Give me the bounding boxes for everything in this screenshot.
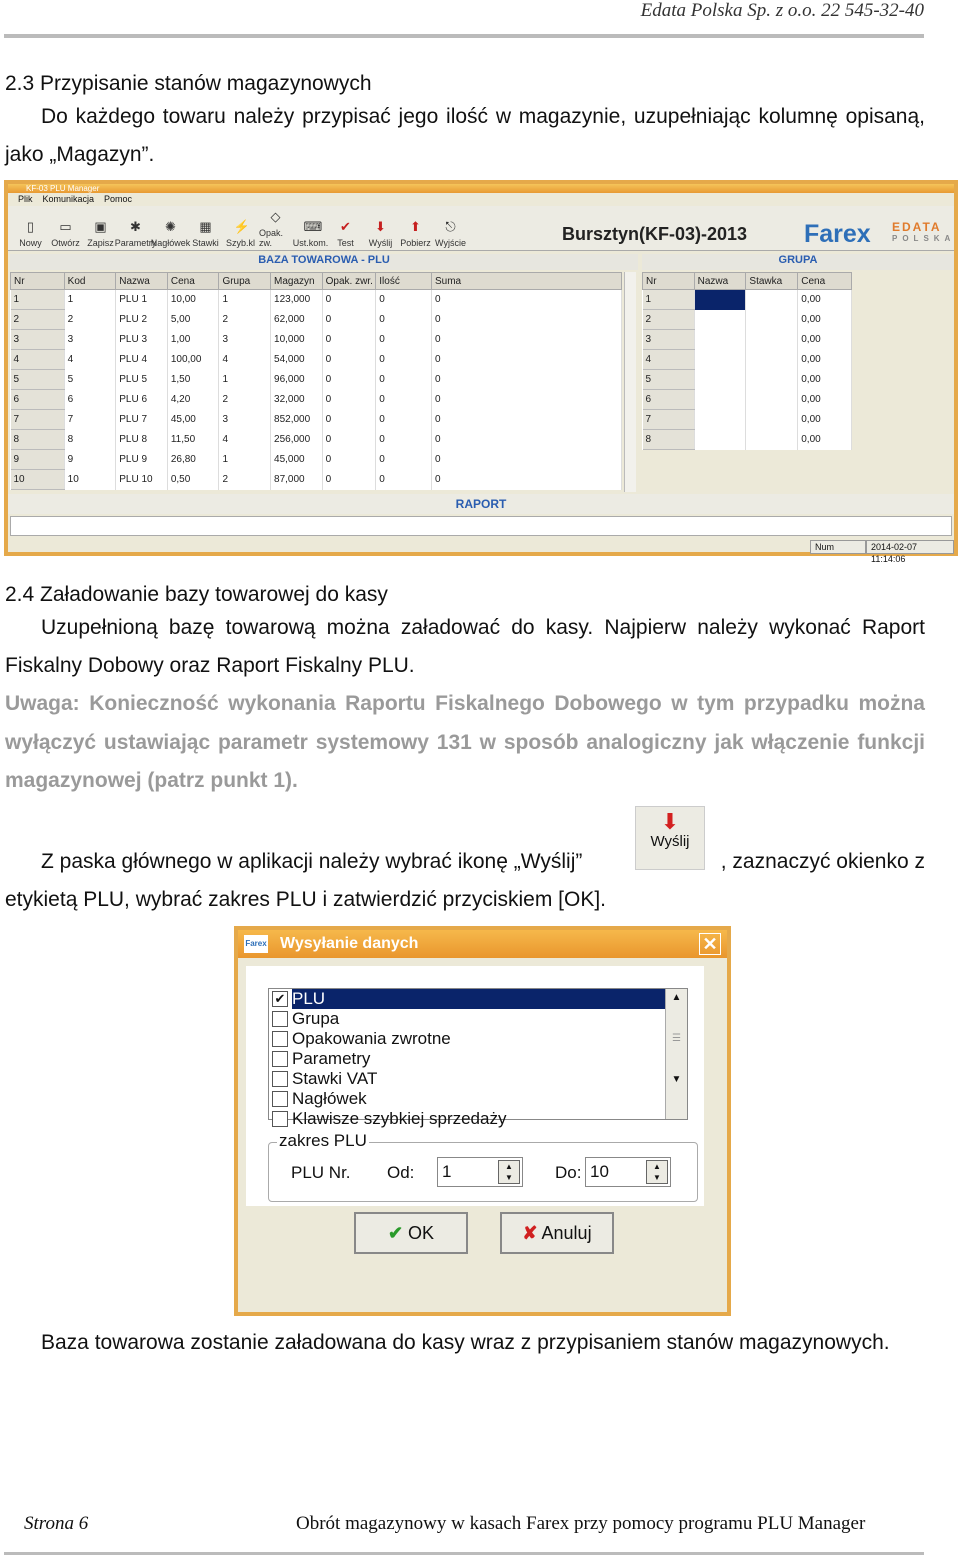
section-body-2-3: Do każdego towaru należy przypisać jego ilość w magazynie, uzupełniając kolumnę opisaną, jako „Magazyn”.	[5, 105, 925, 166]
table-cell[interactable]: 0,00	[798, 290, 852, 310]
table-cell[interactable]: 0	[322, 290, 376, 310]
table-cell[interactable]: 96,000	[271, 370, 323, 390]
table-cell[interactable]: 0	[322, 390, 376, 410]
table-row[interactable]	[643, 350, 852, 370]
toolbar-button-label: Szyb.kl	[225, 238, 255, 248]
spinner-arrows-icon[interactable]: ▲ ▼	[498, 1160, 520, 1184]
table-row[interactable]	[643, 290, 852, 310]
table-cell[interactable]: 6	[643, 390, 695, 410]
table-cell[interactable]: 0,00	[798, 410, 852, 430]
table-cell[interactable]: 123,000	[271, 290, 323, 310]
note-uwaga: Uwaga: Konieczność wykonania Raportu Fiskalnego Dobowego w tym przypadku można wyłączyć ustawiając parametr systemowy 131 w sposób analogiczny jak włączenie funkcji magazynowej (patrz punkt 1).	[5, 692, 925, 792]
wyslij-icon-image	[635, 806, 705, 870]
table-cell[interactable]: 3	[64, 330, 116, 350]
table-cell[interactable]: 5	[64, 370, 116, 390]
parameters-icon: ✱	[130, 219, 141, 234]
table-cell[interactable]: 0	[376, 470, 432, 490]
table-cell[interactable]: 0	[432, 470, 622, 490]
table-cell[interactable]: 0	[432, 410, 622, 430]
table-cell[interactable]: 5,00	[167, 310, 219, 330]
list-item-label: Opakowania zwrotne	[292, 1029, 451, 1048]
table-cell[interactable]: 0	[322, 470, 376, 490]
list-item[interactable]	[269, 989, 687, 1009]
toolbar-button[interactable]	[434, 208, 467, 250]
exit-icon: ⎋	[445, 219, 456, 234]
baza-towarowa-title: BAZA TOWAROWA - PLU	[10, 254, 638, 270]
toolbar-button-label: Test	[337, 238, 354, 248]
group-table	[642, 272, 852, 450]
table-cell[interactable]: 0,00	[798, 330, 852, 350]
table-cell[interactable]: PLU 9	[116, 450, 168, 470]
table-cell[interactable]: 0	[322, 450, 376, 470]
table-cell[interactable]: 0	[376, 290, 432, 310]
table-cell[interactable]: 1	[219, 450, 271, 470]
rates-icon: ▦	[199, 219, 212, 234]
app-titlebar: KF-03 PLU Manager	[8, 184, 954, 193]
packaging-icon: ◇	[270, 209, 281, 224]
table-row[interactable]	[11, 350, 622, 370]
open-folder-icon: ▭	[59, 219, 72, 234]
menu-item[interactable]: Komunikacja	[42, 194, 95, 204]
app-menubar	[8, 193, 954, 206]
table-cell[interactable]	[746, 290, 798, 310]
table-cell[interactable]: 852,000	[271, 410, 323, 430]
toolbar-button-label: Stawki	[192, 238, 219, 248]
checkmark-icon: ✔	[387, 1223, 404, 1243]
header-icon: ✺	[165, 219, 176, 234]
table-cell[interactable]: 2	[64, 310, 116, 330]
list-item[interactable]	[269, 1109, 687, 1129]
table-cell[interactable]	[694, 430, 746, 450]
table-row[interactable]	[11, 370, 622, 390]
column-header[interactable]: Grupa	[219, 273, 271, 290]
table-cell[interactable]: 9	[64, 450, 116, 470]
table-cell[interactable]: 0	[322, 410, 376, 430]
column-header[interactable]: Kod	[64, 273, 116, 290]
table-cell[interactable]: PLU 5	[116, 370, 168, 390]
table-cell[interactable]: 4	[64, 350, 116, 370]
toolbar-button[interactable]	[14, 208, 47, 250]
ok-button[interactable]	[354, 1212, 468, 1254]
table-row[interactable]	[643, 410, 852, 430]
table-cell[interactable]: 2	[219, 310, 271, 330]
table-cell[interactable]: PLU 3	[116, 330, 168, 350]
table-cell[interactable]: 1,00	[167, 330, 219, 350]
table-cell[interactable]: 32,000	[271, 390, 323, 410]
checkbox[interactable]: ✔	[272, 991, 288, 1007]
table-row[interactable]	[11, 390, 622, 410]
list-item-label: Klawisze szybkiej sprzedaży	[292, 1109, 507, 1128]
header-rule	[4, 34, 924, 38]
footer-page: Strona 6	[24, 1513, 89, 1534]
toolbar-button[interactable]	[259, 208, 292, 250]
send-arrow-icon: ⬇	[660, 809, 680, 834]
list-item[interactable]	[269, 1089, 687, 1109]
header-row	[643, 273, 852, 290]
table-cell[interactable]: 0	[376, 410, 432, 430]
table-cell[interactable]: 2	[219, 470, 271, 490]
table-cell[interactable]: 0	[322, 430, 376, 450]
device-title: Bursztyn(KF-03)-2013	[562, 224, 748, 244]
table-cell[interactable]: 45,00	[167, 410, 219, 430]
list-item[interactable]	[269, 1049, 687, 1069]
table-cell[interactable]: 5	[11, 370, 65, 390]
table-cell[interactable]: 3	[219, 330, 271, 350]
list-item-label: Stawki VAT	[292, 1069, 378, 1088]
toolbar-button[interactable]	[294, 208, 327, 250]
toolbar-button[interactable]	[329, 208, 362, 250]
dialog-logo: Farex	[244, 935, 268, 953]
table-cell[interactable]: 100,00	[167, 350, 219, 370]
od-label: Od:	[387, 1163, 415, 1182]
table-row[interactable]	[643, 330, 852, 350]
table-cell[interactable]: 3	[11, 330, 65, 350]
column-header[interactable]: Nr	[643, 273, 695, 290]
table-cell[interactable]: 0	[432, 390, 622, 410]
plu-table	[10, 272, 622, 490]
table-cell[interactable]: 4	[643, 350, 695, 370]
dialog-titlebar	[238, 930, 727, 958]
footer-title: Obrót magazynowy w kasach Farex przy pomocy programu PLU Manager	[296, 1513, 866, 1534]
dialog-body	[246, 966, 704, 1206]
table-cell[interactable]: 11,50	[167, 430, 219, 450]
scroll-down-icon[interactable]: ▼	[671, 1074, 682, 1085]
checkbox[interactable]	[272, 1051, 288, 1067]
table-cell[interactable]: 10	[11, 470, 65, 490]
list-item[interactable]	[269, 1029, 687, 1049]
toolbar-button[interactable]	[399, 208, 432, 250]
table-cell[interactable]: 6	[11, 390, 65, 410]
table-cell[interactable]: 7	[11, 410, 65, 430]
table-cell[interactable]: 0	[322, 330, 376, 350]
spinner-arrows-icon[interactable]: ▲ ▼	[646, 1160, 668, 1184]
status-datetime: 2014-02-07 11:14:06	[866, 540, 954, 554]
list-item[interactable]	[269, 1069, 687, 1089]
table-cell[interactable]: 1	[64, 290, 116, 310]
table-cell[interactable]: 8	[643, 430, 695, 450]
hotkeys-icon: ⚡	[233, 219, 250, 234]
raport-area	[10, 516, 952, 536]
table-cell[interactable]: PLU 10	[116, 470, 168, 490]
column-header[interactable]: Opak. zwr.	[322, 273, 376, 290]
column-header[interactable]: Magazyn	[271, 273, 323, 290]
table-row[interactable]	[11, 470, 622, 490]
toolbar-button-label: Wyślij	[368, 238, 393, 248]
table-cell[interactable]: PLU 4	[116, 350, 168, 370]
table-cell[interactable]: 0	[322, 310, 376, 330]
close-icon[interactable]: ✕	[699, 933, 721, 955]
column-header[interactable]: Nazwa	[116, 273, 168, 290]
table-cell[interactable]: 4	[11, 350, 65, 370]
section-title-2-3: 2.3 Przypisanie stanów magazynowych	[5, 72, 372, 95]
column-header[interactable]: Cena	[798, 273, 852, 290]
column-header[interactable]: Nr	[11, 273, 65, 290]
table-cell[interactable]: 0	[432, 330, 622, 350]
ok-label: OK	[408, 1223, 435, 1243]
table-cell[interactable]: 26,80	[167, 450, 219, 470]
od-spinner[interactable]	[437, 1157, 523, 1187]
table-cell[interactable]	[746, 350, 798, 370]
toolbar-button[interactable]	[189, 208, 222, 250]
toolbar-button-label: Pobierz	[400, 238, 431, 248]
column-header[interactable]: Ilość	[376, 273, 432, 290]
table-cell[interactable]: 1	[11, 290, 65, 310]
table-cell[interactable]: 0,00	[798, 350, 852, 370]
section-title-2-4: 2.4 Załadowanie bazy towarowej do kasy	[5, 583, 388, 606]
table-cell[interactable]	[694, 370, 746, 390]
instruction-line-1: Z paska głównego w aplikacji należy wybrać ikonę „Wyślij”	[41, 850, 583, 873]
footer-rule	[4, 1552, 924, 1555]
plu-table-scrollbar[interactable]	[624, 272, 636, 492]
table-cell[interactable]: PLU 1	[116, 290, 168, 310]
column-header[interactable]: Suma	[432, 273, 622, 290]
table-cell[interactable]: 7	[643, 410, 695, 430]
table-cell[interactable]: 1	[219, 290, 271, 310]
table-cell[interactable]: 87,000	[271, 470, 323, 490]
plu-manager-window	[4, 180, 958, 564]
polska-logo-text: POLSKA	[892, 234, 956, 243]
table-cell[interactable]: 45,000	[271, 450, 323, 470]
menu-item[interactable]: Pomoc	[104, 194, 133, 204]
table-cell[interactable]: 0	[432, 350, 622, 370]
table-row[interactable]	[11, 290, 622, 310]
table-cell[interactable]: 0	[376, 390, 432, 410]
list-item[interactable]	[269, 1009, 687, 1029]
table-cell[interactable]: PLU 2	[116, 310, 168, 330]
cancel-label: Anuluj	[541, 1223, 592, 1243]
checkbox[interactable]	[272, 1111, 288, 1127]
header-row	[11, 273, 622, 290]
table-row[interactable]	[11, 430, 622, 450]
save-icon: ▣	[94, 219, 107, 234]
table-cell[interactable]: 0	[376, 350, 432, 370]
farex-logo: Farex	[804, 220, 871, 248]
edata-logo	[892, 220, 955, 243]
table-cell[interactable]: 4	[219, 430, 271, 450]
table-cell[interactable]: 0	[432, 290, 622, 310]
table-cell[interactable]: 0,50	[167, 470, 219, 490]
toolbar-button-label: Nagłówek	[150, 238, 191, 248]
table-cell[interactable]	[694, 410, 746, 430]
table-cell[interactable]: 0	[322, 350, 376, 370]
column-header[interactable]: Nazwa	[694, 273, 746, 290]
edata-logo-text: EDATA	[892, 220, 942, 234]
checkbox[interactable]	[272, 1011, 288, 1027]
table-cell[interactable]: 0,00	[798, 370, 852, 390]
table-row[interactable]	[11, 450, 622, 470]
column-header[interactable]: Stawka	[746, 273, 798, 290]
table-cell[interactable]: 62,000	[271, 310, 323, 330]
table-cell[interactable]: 2	[11, 310, 65, 330]
table-cell[interactable]: 10,000	[271, 330, 323, 350]
table-cell[interactable]: 0,00	[798, 390, 852, 410]
list-scrollbar[interactable]	[665, 989, 687, 1119]
table-row[interactable]	[643, 310, 852, 330]
toolbar-button[interactable]	[114, 208, 157, 250]
toolbar-button[interactable]	[364, 208, 397, 250]
list-item-label: PLU	[292, 989, 687, 1009]
do-label: Do:	[555, 1163, 582, 1182]
table-cell[interactable]	[746, 310, 798, 330]
table-cell[interactable]: 8	[64, 430, 116, 450]
table-row[interactable]	[11, 410, 622, 430]
table-cell[interactable]	[694, 330, 746, 350]
table-cell[interactable]: 256,000	[271, 430, 323, 450]
toolbar-button-label: Otwórz	[51, 238, 80, 248]
plu-nr-label: PLU Nr.	[291, 1163, 351, 1182]
data-type-list	[268, 988, 688, 1128]
do-value[interactable]: 10	[590, 1162, 609, 1181]
table-cell[interactable]: 0	[376, 330, 432, 350]
table-cell[interactable]	[746, 390, 798, 410]
toolbar-button[interactable]	[224, 208, 257, 250]
table-cell[interactable]: 0	[322, 370, 376, 390]
do-spinner[interactable]	[585, 1157, 671, 1187]
toolbar-button-label: Wyjście	[435, 238, 466, 248]
table-cell[interactable]: 0	[376, 370, 432, 390]
table-cell[interactable]: 5	[643, 370, 695, 390]
table-cell[interactable]: 0	[376, 310, 432, 330]
grupa-title: GRUPA	[642, 254, 954, 270]
wyslij-icon-label: Wyślij	[650, 833, 690, 850]
toolbar-button-label: Opak. zw.	[259, 228, 284, 248]
table-cell[interactable]: 0	[432, 310, 622, 330]
table-cell[interactable]: 1,50	[167, 370, 219, 390]
cross-icon: ✘	[522, 1223, 538, 1243]
closing-paragraph: Baza towarowa zostanie załadowana do kasy wraz z przypisaniem stanów magazynowych.	[41, 1331, 890, 1354]
table-cell[interactable]: 4,20	[167, 390, 219, 410]
table-cell[interactable]: 3	[219, 410, 271, 430]
table-cell[interactable]	[694, 290, 746, 310]
plu-range-group	[268, 1131, 698, 1202]
table-cell[interactable]: 9	[11, 450, 65, 470]
toolbar-button[interactable]	[49, 208, 82, 250]
table-cell[interactable]: 6	[64, 390, 116, 410]
toolbar-button-label: Nowy	[19, 238, 42, 248]
toolbar-button[interactable]	[150, 208, 191, 250]
table-cell[interactable]: 0	[376, 450, 432, 470]
table-cell[interactable]: PLU 6	[116, 390, 168, 410]
table-row[interactable]	[643, 370, 852, 390]
table-cell[interactable]: PLU 8	[116, 430, 168, 450]
toolbar-button-label: Parametry	[114, 238, 157, 248]
comm-settings-icon: ⌨	[303, 219, 323, 234]
instruction-line-2: etykietą PLU, wybrać zakres PLU i zatwierdzić przyciskiem [OK].	[5, 888, 607, 911]
table-cell[interactable]: 2	[219, 390, 271, 410]
table-cell[interactable]: 0	[376, 430, 432, 450]
table-cell[interactable]: 54,000	[271, 350, 323, 370]
table-cell[interactable]	[746, 410, 798, 430]
toolbar-button[interactable]	[84, 208, 117, 250]
menu-item[interactable]: Plik	[18, 194, 33, 204]
table-cell[interactable]	[694, 310, 746, 330]
table-cell[interactable]: 0	[432, 370, 622, 390]
dialog-title: Wysyłanie danych	[280, 935, 419, 952]
table-cell[interactable]: 2	[643, 310, 695, 330]
scroll-thumb-icon[interactable]: ☰	[672, 1033, 681, 1044]
table-cell[interactable]: 0,00	[798, 430, 852, 450]
raport-title: RAPORT	[8, 494, 954, 514]
list-item-label: Parametry	[292, 1049, 371, 1068]
table-cell[interactable]: PLU 7	[116, 410, 168, 430]
table-row[interactable]	[11, 310, 622, 330]
table-cell[interactable]	[746, 330, 798, 350]
table-cell[interactable]: 0	[432, 430, 622, 450]
toolbar-button-label: Ust.kom.	[292, 238, 329, 248]
table-cell[interactable]	[746, 370, 798, 390]
table-cell[interactable]: 0	[432, 450, 622, 470]
send-arrow-icon: ⬇	[375, 219, 386, 234]
table-cell[interactable]: 0,00	[798, 310, 852, 330]
table-cell[interactable]: 1	[643, 290, 695, 310]
page-header: Edata Polska Sp. z o.o. 22 545-32-40	[640, 0, 924, 21]
checkbox[interactable]	[272, 1071, 288, 1087]
toolbar-button-label: Zapisz	[87, 238, 114, 248]
test-check-icon: ✔	[340, 219, 351, 234]
section-body-2-4: Uzupełnioną bazę towarową można załadować do kasy. Najpierw należy wykonać Raport Fiskalny Dobowy oraz Raport Fiskalny PLU.	[5, 616, 925, 677]
table-cell[interactable]	[746, 430, 798, 450]
plu-range-legend: zakres PLU	[279, 1131, 367, 1150]
scroll-up-icon[interactable]: ▲	[671, 992, 682, 1003]
list-item-label: Grupa	[292, 1009, 340, 1028]
table-cell[interactable]: 4	[219, 350, 271, 370]
table-cell[interactable]: 1	[219, 370, 271, 390]
table-cell[interactable]: 8	[11, 430, 65, 450]
table-row[interactable]	[11, 330, 622, 350]
new-file-icon: ▯	[26, 219, 35, 234]
table-row[interactable]	[643, 390, 852, 410]
checkbox[interactable]	[272, 1091, 288, 1107]
status-num: Num	[810, 540, 866, 554]
list-item-label: Nagłówek	[292, 1089, 367, 1108]
od-value[interactable]: 1	[442, 1162, 452, 1181]
column-header[interactable]: Cena	[167, 273, 219, 290]
table-row[interactable]	[643, 430, 852, 450]
instruction-line-1b: , zaznaczyć okienko z	[720, 850, 925, 873]
send-data-dialog	[234, 926, 731, 1316]
table-cell[interactable]	[694, 350, 746, 370]
table-cell[interactable]: 3	[643, 330, 695, 350]
cancel-button[interactable]	[500, 1212, 614, 1254]
checkbox[interactable]	[272, 1031, 288, 1047]
table-cell[interactable]: 7	[64, 410, 116, 430]
download-arrow-icon: ⬆	[410, 219, 421, 234]
table-cell[interactable]	[694, 390, 746, 410]
table-cell[interactable]: 10	[64, 470, 116, 490]
table-cell[interactable]: 10,00	[167, 290, 219, 310]
